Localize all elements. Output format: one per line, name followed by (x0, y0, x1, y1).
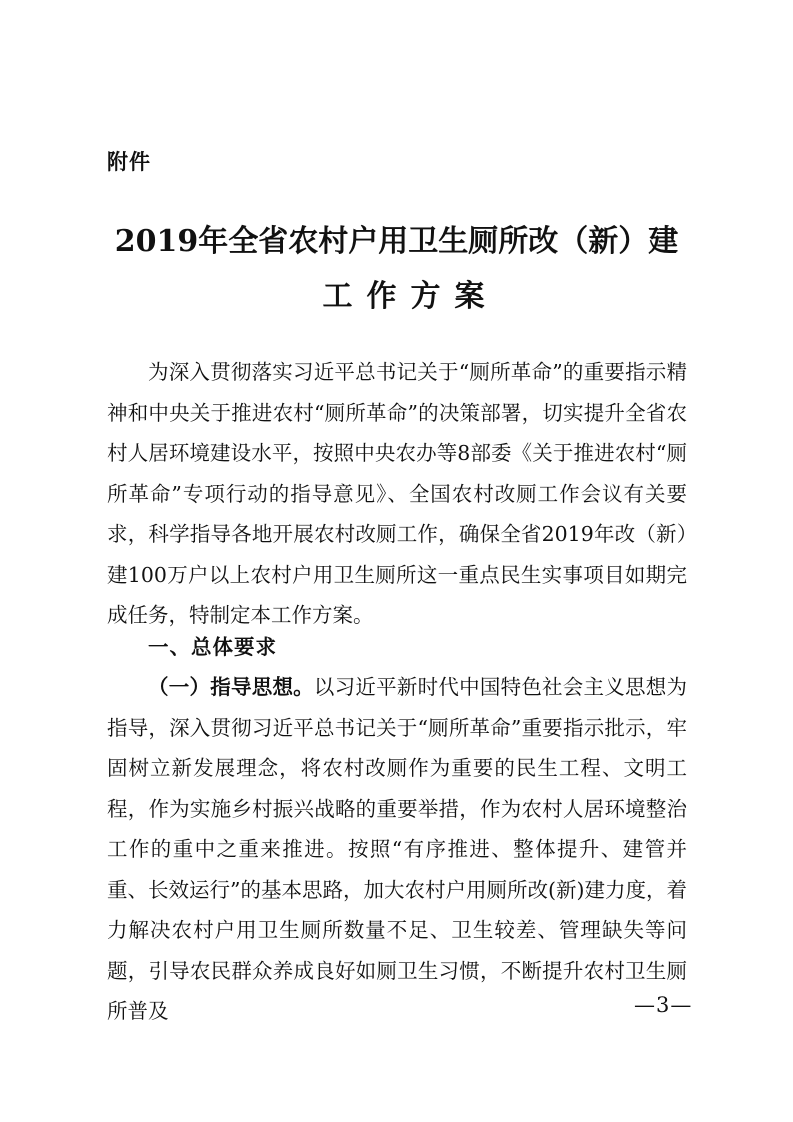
subsection-text: 以习近平新时代中国特色社会主义思想为指导，深入贯彻习近平总书记关于“厕所革命”重要指示批示，牢固树立新发展理念，将农村改厕作为重要的民生工程、文明工程，作为实施乡村振兴战略的重要举措，作为农村人居环境整治工作的重中之重来推进。按照“有序推进、整体提升、建管并重、长效运行”的基本思路，加大农村户用厕所改(新)建力度，着力解决农村户用卫生厕所数量不足、卫生较差、管理缺失等问题，引导农民群众养成良好如厕卫生习惯，不断提升农村卫生厕所普及 (107, 675, 688, 1023)
section-heading: 一、总体要求 (148, 635, 277, 659)
subsection-lead: （一）指导思想。 (148, 675, 314, 699)
intro-paragraph-block (107, 352, 687, 636)
attachment-label: 附件 (107, 150, 151, 174)
intro-paragraph: 为深入贯彻落实习近平总书记关于“厕所革命”的重要指示精神和中央关于推进农村“厕所革命”的决策部署，切实提升全省农村人居环境建设水平，按照中央农办等8部委《关于推进农村“厕所革命”专项行动的指导意见》、全国农村改厕工作会议有关要求，科学指导各地开展农村改厕工作，确保全省2019年改（新）建100万户以上农村户用卫生厕所这一重点民生实事项目如期完成任务，特制定本工作方案。 (107, 360, 687, 627)
document-title-line-2: 工作方案 (322, 279, 499, 314)
document-title-line-1: 2019年全省农村户用卫生厕所改（新）建 (114, 224, 679, 259)
guiding-thought-paragraph (107, 667, 687, 1032)
page-number: —3— (634, 993, 693, 1017)
guiding-thought-paragraph-block (107, 667, 687, 1032)
